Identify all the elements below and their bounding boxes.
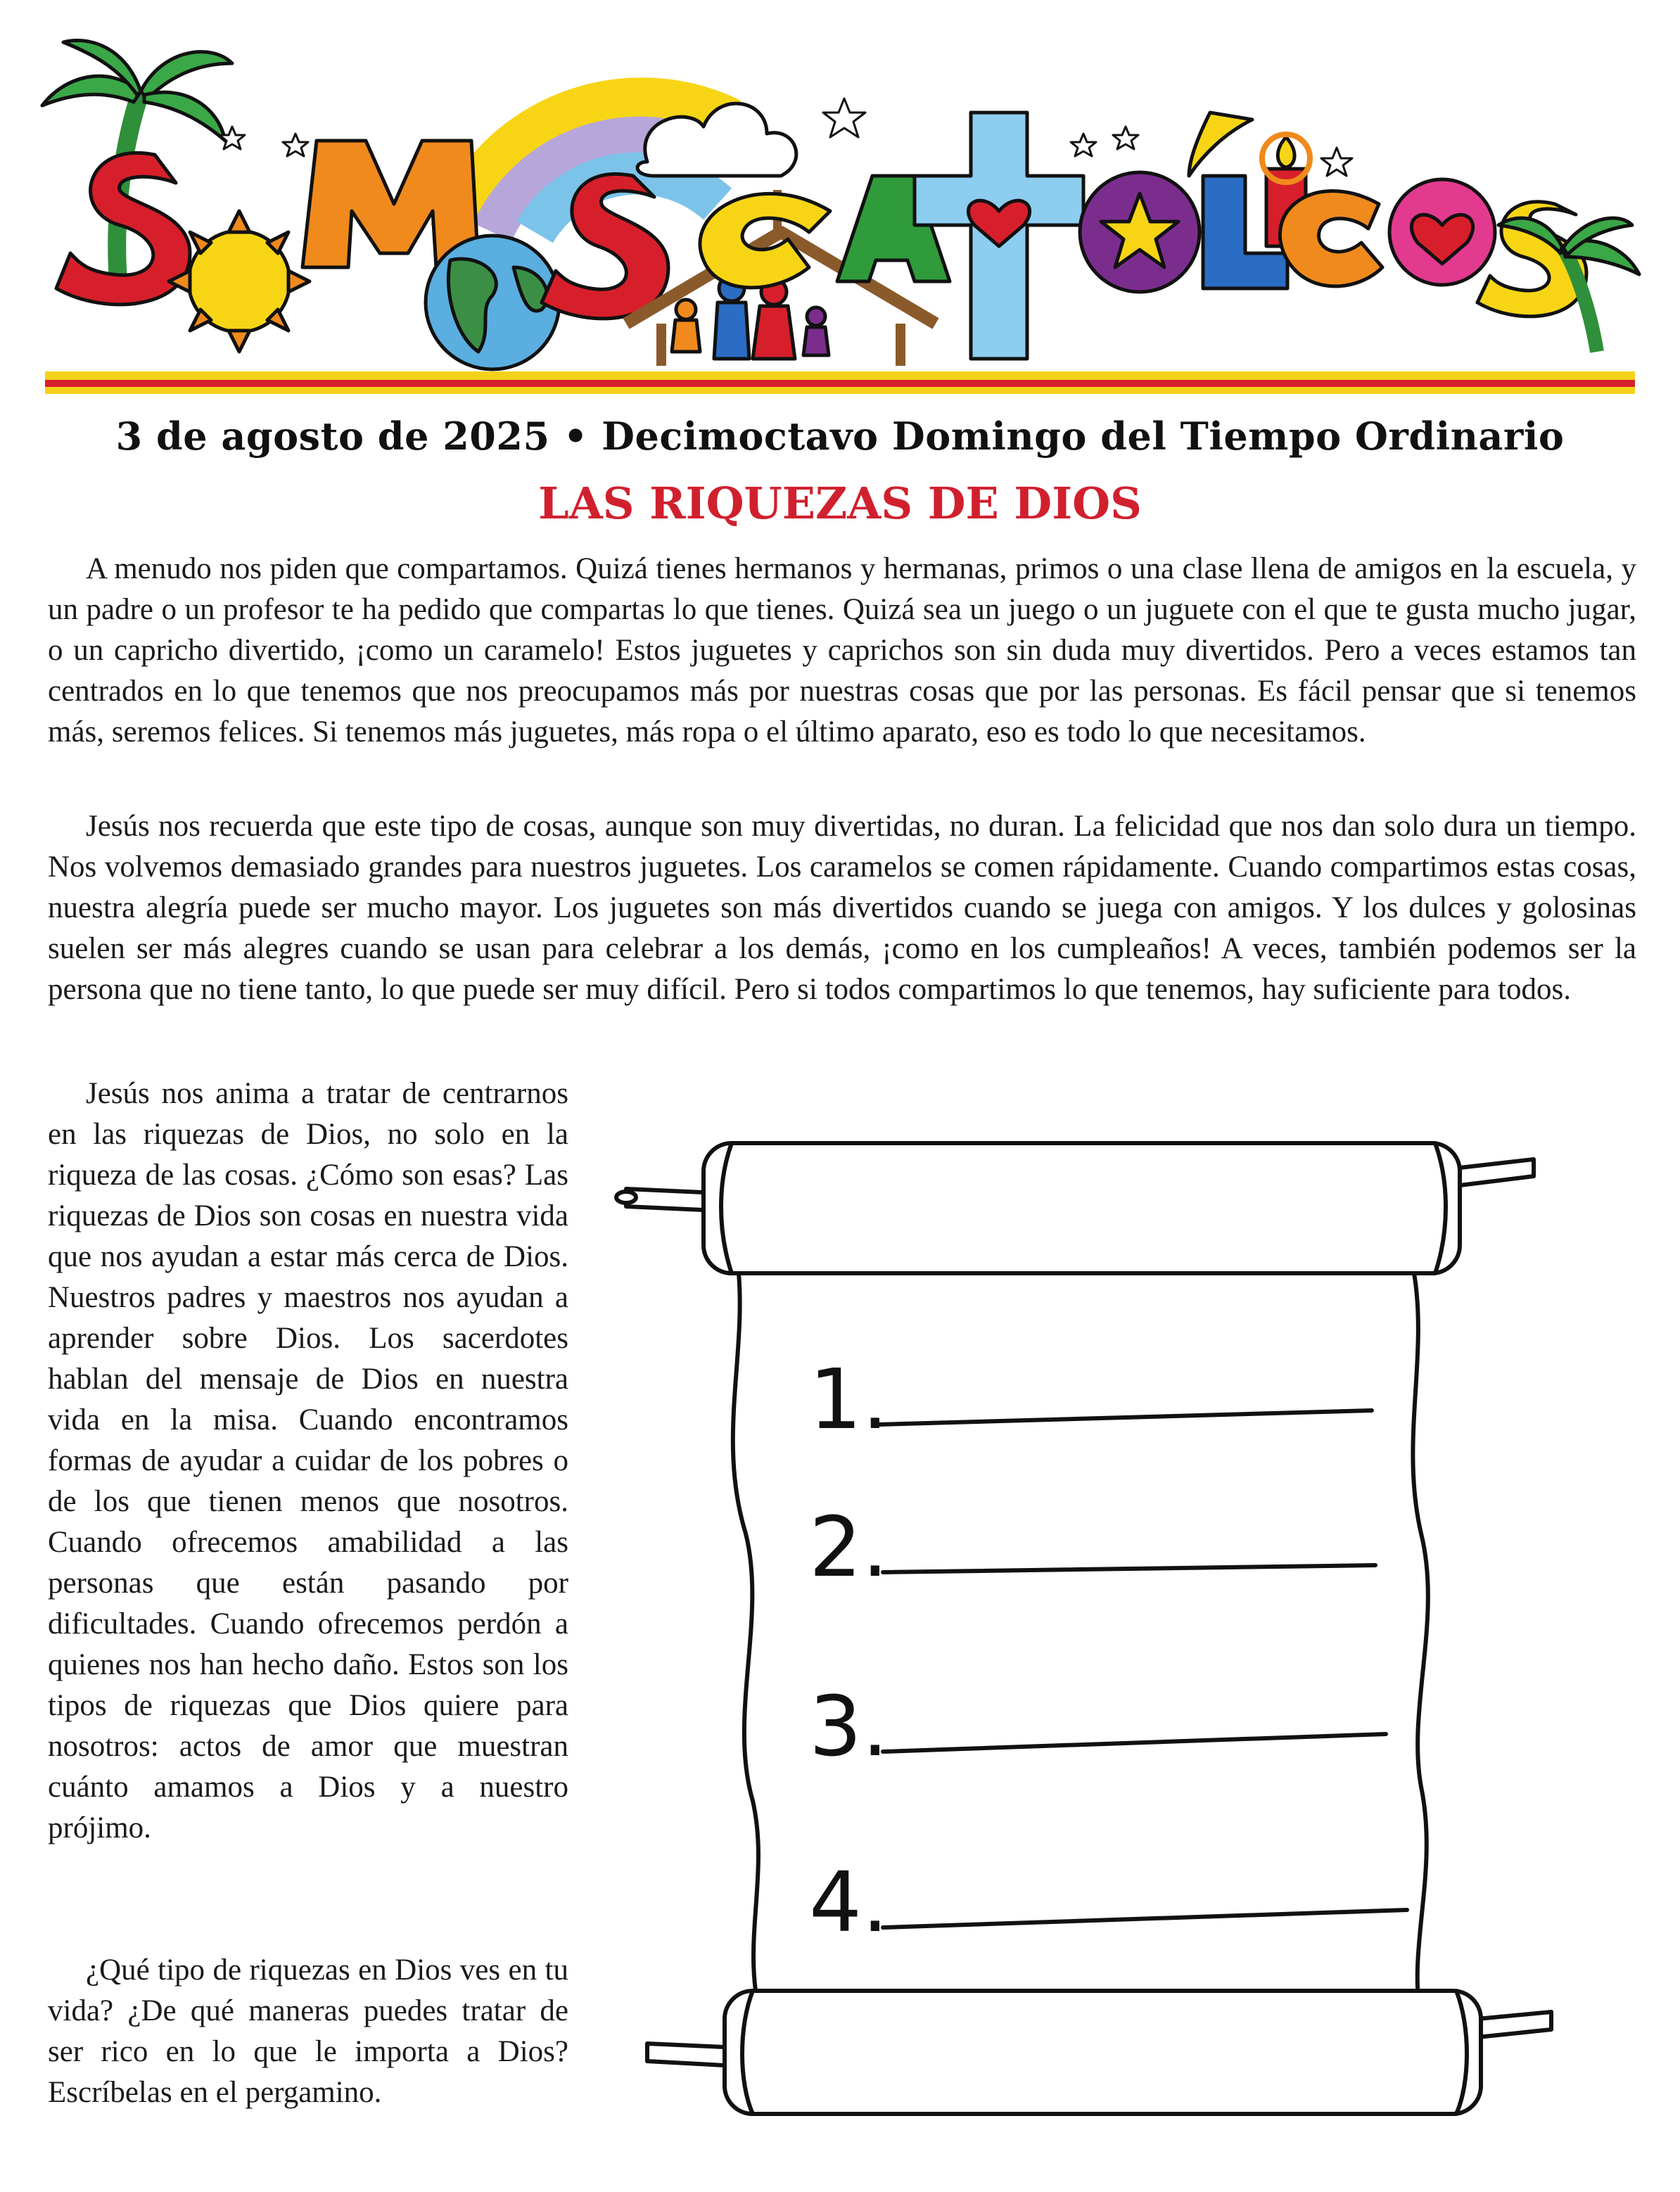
scroll-number-2: 2. xyxy=(809,1498,889,1595)
globe-icon xyxy=(426,236,559,369)
scroll-worksheet xyxy=(605,1111,1660,2153)
paragraph-jesus-reminds: Jesús nos recuerda que este tipo de cosas, aunque son muy divertidas, no duran. La felicidad que nos dan solo dura un tiempo. Nos volvemos demasiado grandes para nuestros juguetes. Los caramelos se comen rápidamente. Cuando compartimos estas cosas, nuestra alegría puede ser mucho mayor. Los juguetes son más divertidos cuando se juega con amigos. Y los dulces y golosinas suelen ser más alegres cuando se usan para celebrar a los demás, ¡como en los cumpleaños! A veces, también podemos ser la persona que no tiene tanto, lo que puede ser muy difícil. Pero si todos compartimos lo que tenemos, hay suficiente para todos. xyxy=(48,810,1636,1006)
scroll-number-4: 4. xyxy=(809,1854,889,1951)
sun-icon xyxy=(169,211,310,352)
star-icon xyxy=(1080,172,1199,292)
dateline: 3 de agosto de 2025 • Decimoctavo Domingo del Tiempo Ordinario xyxy=(115,414,1565,459)
comet-icon xyxy=(1189,113,1252,176)
masthead-rule-yellow xyxy=(45,371,1635,380)
masthead-rule-yellow-lower xyxy=(45,387,1635,394)
cross-icon xyxy=(915,113,1083,359)
masthead-logo xyxy=(0,0,1680,380)
page-title: LAS RIQUEZAS DE DIOS xyxy=(538,478,1142,529)
paragraph-question: ¿Qué tipo de riquezas en Dios ves en tu vida? ¿De qué maneras puedes tratar de ser rico en lo que le importa a Dios? Escríbelas en el pergamino. xyxy=(48,1954,568,2109)
scroll-top-roller xyxy=(616,1143,1534,1273)
masthead-rule-red xyxy=(45,380,1635,387)
scroll-number-1: 1. xyxy=(809,1351,889,1448)
paragraph-riches-of-god: Jesús nos anima a tratar de centrarnos en las riquezas de Dios, no solo en la riqueza de las cosas. ¿Cómo son esas? Las riquezas de Dios son cosas en nuestra vida que nos ayudan a estar más cerca de Dios. Nuestros padres y maestros nos ayudan a aprender sobre Dios. Los sacerdotes hablan del mensaje de Dios en nuestra vida en la misa. Cuando encontramos formas de ayudar a cuidar de los pobres o de los que tienen menos que nosotros. Cuando ofrecemos amabilidad a las personas que están pasando por dificultades. Cuando ofrecemos perdón a quienes nos han hecho daño. Estos son los tipos de riquezas que Dios quiere para nosotros: actos de amor que muestran cuánto amamos a Dios y a nuestro prójimo. xyxy=(48,1077,568,1844)
scroll-number-3: 3. xyxy=(809,1678,889,1775)
heart-icon xyxy=(1389,179,1495,285)
scroll-bottom-roller xyxy=(647,1991,1551,2114)
paragraph-intro: A menudo nos piden que compartamos. Quizá tienes hermanos y hermanas, primos o una clase llena de amigos en la escuela, y un padre o un profesor te ha pedido que compartas lo que tienes. Quizá sea un juego o un juguete con el que te gusta mucho jugar, o un capricho divertido, ¡como un caramelo! Estos juguetes y caprichos son sin duda muy divertidos. Pero a veces estamos tan centrados en lo que tenemos que nos preocupamos más por nuestras cosas que por las personas. Es fácil pensar que si tenemos más, seremos felices. Si tenemos más juguetes, más ropa o el último aparato, eso es todo lo que necesitamos. xyxy=(48,552,1636,748)
